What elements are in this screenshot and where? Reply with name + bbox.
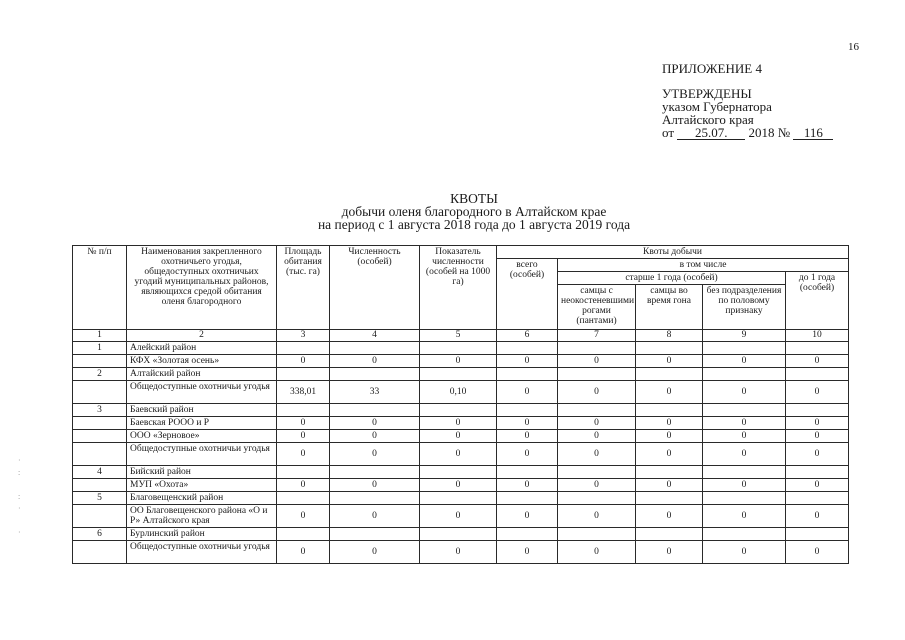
value-cell: 0 [497, 381, 558, 404]
value-cell: 0 [330, 417, 420, 430]
empty-cell [73, 355, 127, 368]
value-cell: 0 [558, 505, 636, 528]
value-cell: 0 [330, 541, 420, 564]
value-cell: 0 [636, 417, 703, 430]
table-row [73, 355, 849, 368]
empty-cell [420, 404, 497, 417]
value-cell: 0 [277, 430, 330, 443]
value-cell: 0,10 [420, 381, 497, 404]
empty-cell [703, 368, 786, 381]
empty-cell [636, 342, 703, 355]
value-cell: 0 [277, 355, 330, 368]
district-name: Алейский район [127, 342, 277, 355]
column-number: 4 [330, 330, 420, 342]
table-row [73, 479, 849, 492]
decree-number: 116 [793, 126, 833, 140]
empty-cell [497, 368, 558, 381]
value-cell: 0 [786, 541, 849, 564]
value-cell: 0 [703, 505, 786, 528]
table-row [73, 381, 849, 404]
value-cell: 0 [636, 381, 703, 404]
empty-cell [497, 404, 558, 417]
empty-cell [277, 368, 330, 381]
document-title [0, 192, 905, 231]
header-name: Наименования закрепленного охотничьего угодья, общедоступных охотничьих угодий муниципальных районов, являющихся средой обитания оленя благородного [127, 246, 277, 330]
empty-cell [420, 368, 497, 381]
value-cell: 0 [497, 430, 558, 443]
header-under1: до 1 года (особей) [786, 272, 849, 330]
empty-cell [73, 541, 127, 564]
value-cell: 0 [636, 355, 703, 368]
empty-cell [73, 381, 127, 404]
empty-cell [703, 492, 786, 505]
empty-cell [330, 466, 420, 479]
title-line2: добычи оленя благородного в Алтайском крае [341, 204, 607, 219]
value-cell: 0 [636, 505, 703, 528]
value-cell: 0 [277, 541, 330, 564]
empty-cell [703, 528, 786, 541]
column-number: 2 [127, 330, 277, 342]
empty-cell [786, 528, 849, 541]
column-number: 3 [277, 330, 330, 342]
appendix-label: ПРИЛОЖЕНИЕ 4 [662, 61, 762, 76]
empty-cell [330, 342, 420, 355]
empty-cell [277, 492, 330, 505]
empty-cell [497, 342, 558, 355]
district-number: 5 [73, 492, 127, 505]
value-cell: 0 [703, 479, 786, 492]
value-cell: 0 [497, 443, 558, 466]
hunting-ground-name: МУП «Охота» [127, 479, 277, 492]
district-number: 2 [73, 368, 127, 381]
empty-cell [786, 342, 849, 355]
value-cell: 0 [703, 381, 786, 404]
header-older: старше 1 года (особей) [558, 272, 786, 285]
hunting-ground-name: Общедоступные охотничьи угодья [127, 381, 277, 404]
value-cell: 0 [497, 355, 558, 368]
empty-cell [786, 492, 849, 505]
value-cell: 0 [558, 541, 636, 564]
header-row-1 [73, 246, 849, 259]
empty-cell [277, 342, 330, 355]
value-cell: 0 [786, 430, 849, 443]
approved-label: УТВЕРЖДЕНЫ [662, 86, 752, 101]
empty-cell [330, 528, 420, 541]
from-label: от [662, 125, 675, 140]
district-name: Бийский район [127, 466, 277, 479]
empty-cell [497, 492, 558, 505]
hunting-ground-name: ООО «Зерновое» [127, 430, 277, 443]
empty-cell [277, 466, 330, 479]
value-cell: 0 [703, 430, 786, 443]
column-number: 1 [73, 330, 127, 342]
column-number-row [73, 330, 849, 342]
approved-by-line1: указом Губернатора [662, 99, 772, 114]
scan-marks: · : : · · [18, 456, 21, 537]
empty-cell [277, 528, 330, 541]
header-area: Площадь обитания (тыс. га) [277, 246, 330, 330]
header-no-sex: без подразделения по половому признаку [703, 285, 786, 330]
value-cell: 0 [558, 430, 636, 443]
empty-cell [558, 466, 636, 479]
header-including: в том числе [558, 259, 849, 272]
empty-cell [636, 492, 703, 505]
district-number: 3 [73, 404, 127, 417]
column-number: 10 [786, 330, 849, 342]
value-cell: 0 [420, 505, 497, 528]
value-cell: 0 [636, 430, 703, 443]
header-quotas: Квоты добычи [497, 246, 849, 259]
column-number: 8 [636, 330, 703, 342]
empty-cell [277, 404, 330, 417]
header-total: всего (особей) [497, 259, 558, 330]
empty-cell [73, 505, 127, 528]
value-cell: 0 [703, 355, 786, 368]
value-cell: 33 [330, 381, 420, 404]
value-cell: 0 [558, 479, 636, 492]
empty-cell [420, 528, 497, 541]
decree-date-line [662, 126, 833, 140]
value-cell: 0 [558, 381, 636, 404]
value-cell: 0 [420, 430, 497, 443]
value-cell: 338,01 [277, 381, 330, 404]
district-row [73, 492, 849, 505]
value-cell: 0 [330, 505, 420, 528]
district-row [73, 342, 849, 355]
value-cell: 0 [786, 479, 849, 492]
value-cell: 0 [420, 355, 497, 368]
value-cell: 0 [497, 417, 558, 430]
district-number: 6 [73, 528, 127, 541]
empty-cell [636, 466, 703, 479]
value-cell: 0 [330, 430, 420, 443]
district-row [73, 466, 849, 479]
value-cell: 0 [636, 541, 703, 564]
empty-cell [73, 479, 127, 492]
table-row [73, 417, 849, 430]
district-name: Баевский район [127, 404, 277, 417]
column-number: 7 [558, 330, 636, 342]
value-cell: 0 [786, 505, 849, 528]
value-cell: 0 [420, 443, 497, 466]
district-number: 4 [73, 466, 127, 479]
empty-cell [703, 342, 786, 355]
empty-cell [73, 430, 127, 443]
value-cell: 0 [330, 355, 420, 368]
approval-block [662, 62, 833, 140]
column-number: 5 [420, 330, 497, 342]
empty-cell [497, 528, 558, 541]
value-cell: 0 [786, 443, 849, 466]
empty-cell [330, 404, 420, 417]
value-cell: 0 [786, 355, 849, 368]
empty-cell [73, 443, 127, 466]
table-row [73, 443, 849, 466]
value-cell: 0 [786, 417, 849, 430]
table-row [73, 541, 849, 564]
value-cell: 0 [420, 541, 497, 564]
district-row [73, 528, 849, 541]
approved-by-line2: Алтайского края [662, 112, 754, 127]
value-cell: 0 [558, 355, 636, 368]
district-row [73, 368, 849, 381]
value-cell: 0 [497, 541, 558, 564]
empty-cell [558, 528, 636, 541]
district-row [73, 404, 849, 417]
value-cell: 0 [786, 381, 849, 404]
hunting-ground-name: Общедоступные охотничьи угодья [127, 443, 277, 466]
column-number: 9 [703, 330, 786, 342]
value-cell: 0 [703, 417, 786, 430]
header-num: № п/п [73, 246, 127, 330]
header-males-rut: самцы во время гона [636, 285, 703, 330]
district-name: Благовещенский район [127, 492, 277, 505]
empty-cell [558, 342, 636, 355]
value-cell: 0 [558, 417, 636, 430]
value-cell: 0 [330, 479, 420, 492]
district-name: Бурлинский район [127, 528, 277, 541]
value-cell: 0 [497, 505, 558, 528]
empty-cell [558, 368, 636, 381]
hunting-ground-name: КФХ «Золотая осень» [127, 355, 277, 368]
empty-cell [636, 528, 703, 541]
value-cell: 0 [330, 443, 420, 466]
table-row [73, 430, 849, 443]
decree-year: 2018 [748, 125, 775, 140]
quota-table [72, 245, 849, 564]
page-number: 16 [848, 41, 859, 53]
district-number: 1 [73, 342, 127, 355]
header-males-antlers: самцы с неокостеневшими рогами (пантами) [558, 285, 636, 330]
empty-cell [786, 404, 849, 417]
header-count: Численность (особей) [330, 246, 420, 330]
value-cell: 0 [703, 443, 786, 466]
title-line1: КВОТЫ [450, 191, 498, 206]
empty-cell [786, 368, 849, 381]
empty-cell [420, 342, 497, 355]
value-cell: 0 [497, 479, 558, 492]
decree-date: 25.07. [677, 126, 745, 140]
empty-cell [558, 492, 636, 505]
empty-cell [73, 417, 127, 430]
empty-cell [330, 492, 420, 505]
header-density: Показатель численности (особей на 1000 га) [420, 246, 497, 330]
value-cell: 0 [636, 479, 703, 492]
empty-cell [420, 492, 497, 505]
empty-cell [636, 404, 703, 417]
empty-cell [420, 466, 497, 479]
value-cell: 0 [277, 505, 330, 528]
hunting-ground-name: Общедоступные охотничьи угодья [127, 541, 277, 564]
value-cell: 0 [277, 479, 330, 492]
value-cell: 0 [277, 417, 330, 430]
hunting-ground-name: ОО Благовещенского района «О и Р» Алтайского края [127, 505, 277, 528]
value-cell: 0 [703, 541, 786, 564]
column-number: 6 [497, 330, 558, 342]
empty-cell [330, 368, 420, 381]
title-line3: на период с 1 августа 2018 года до 1 августа 2019 года [317, 217, 631, 232]
value-cell: 0 [277, 443, 330, 466]
value-cell: 0 [558, 443, 636, 466]
value-cell: 0 [636, 443, 703, 466]
value-cell: 0 [420, 479, 497, 492]
empty-cell [497, 466, 558, 479]
table-row [73, 505, 849, 528]
value-cell: 0 [420, 417, 497, 430]
empty-cell [703, 466, 786, 479]
empty-cell [636, 368, 703, 381]
number-label: № [777, 125, 791, 140]
empty-cell [786, 466, 849, 479]
empty-cell [558, 404, 636, 417]
empty-cell [703, 404, 786, 417]
district-name: Алтайский район [127, 368, 277, 381]
hunting-ground-name: Баевская РООО и Р [127, 417, 277, 430]
